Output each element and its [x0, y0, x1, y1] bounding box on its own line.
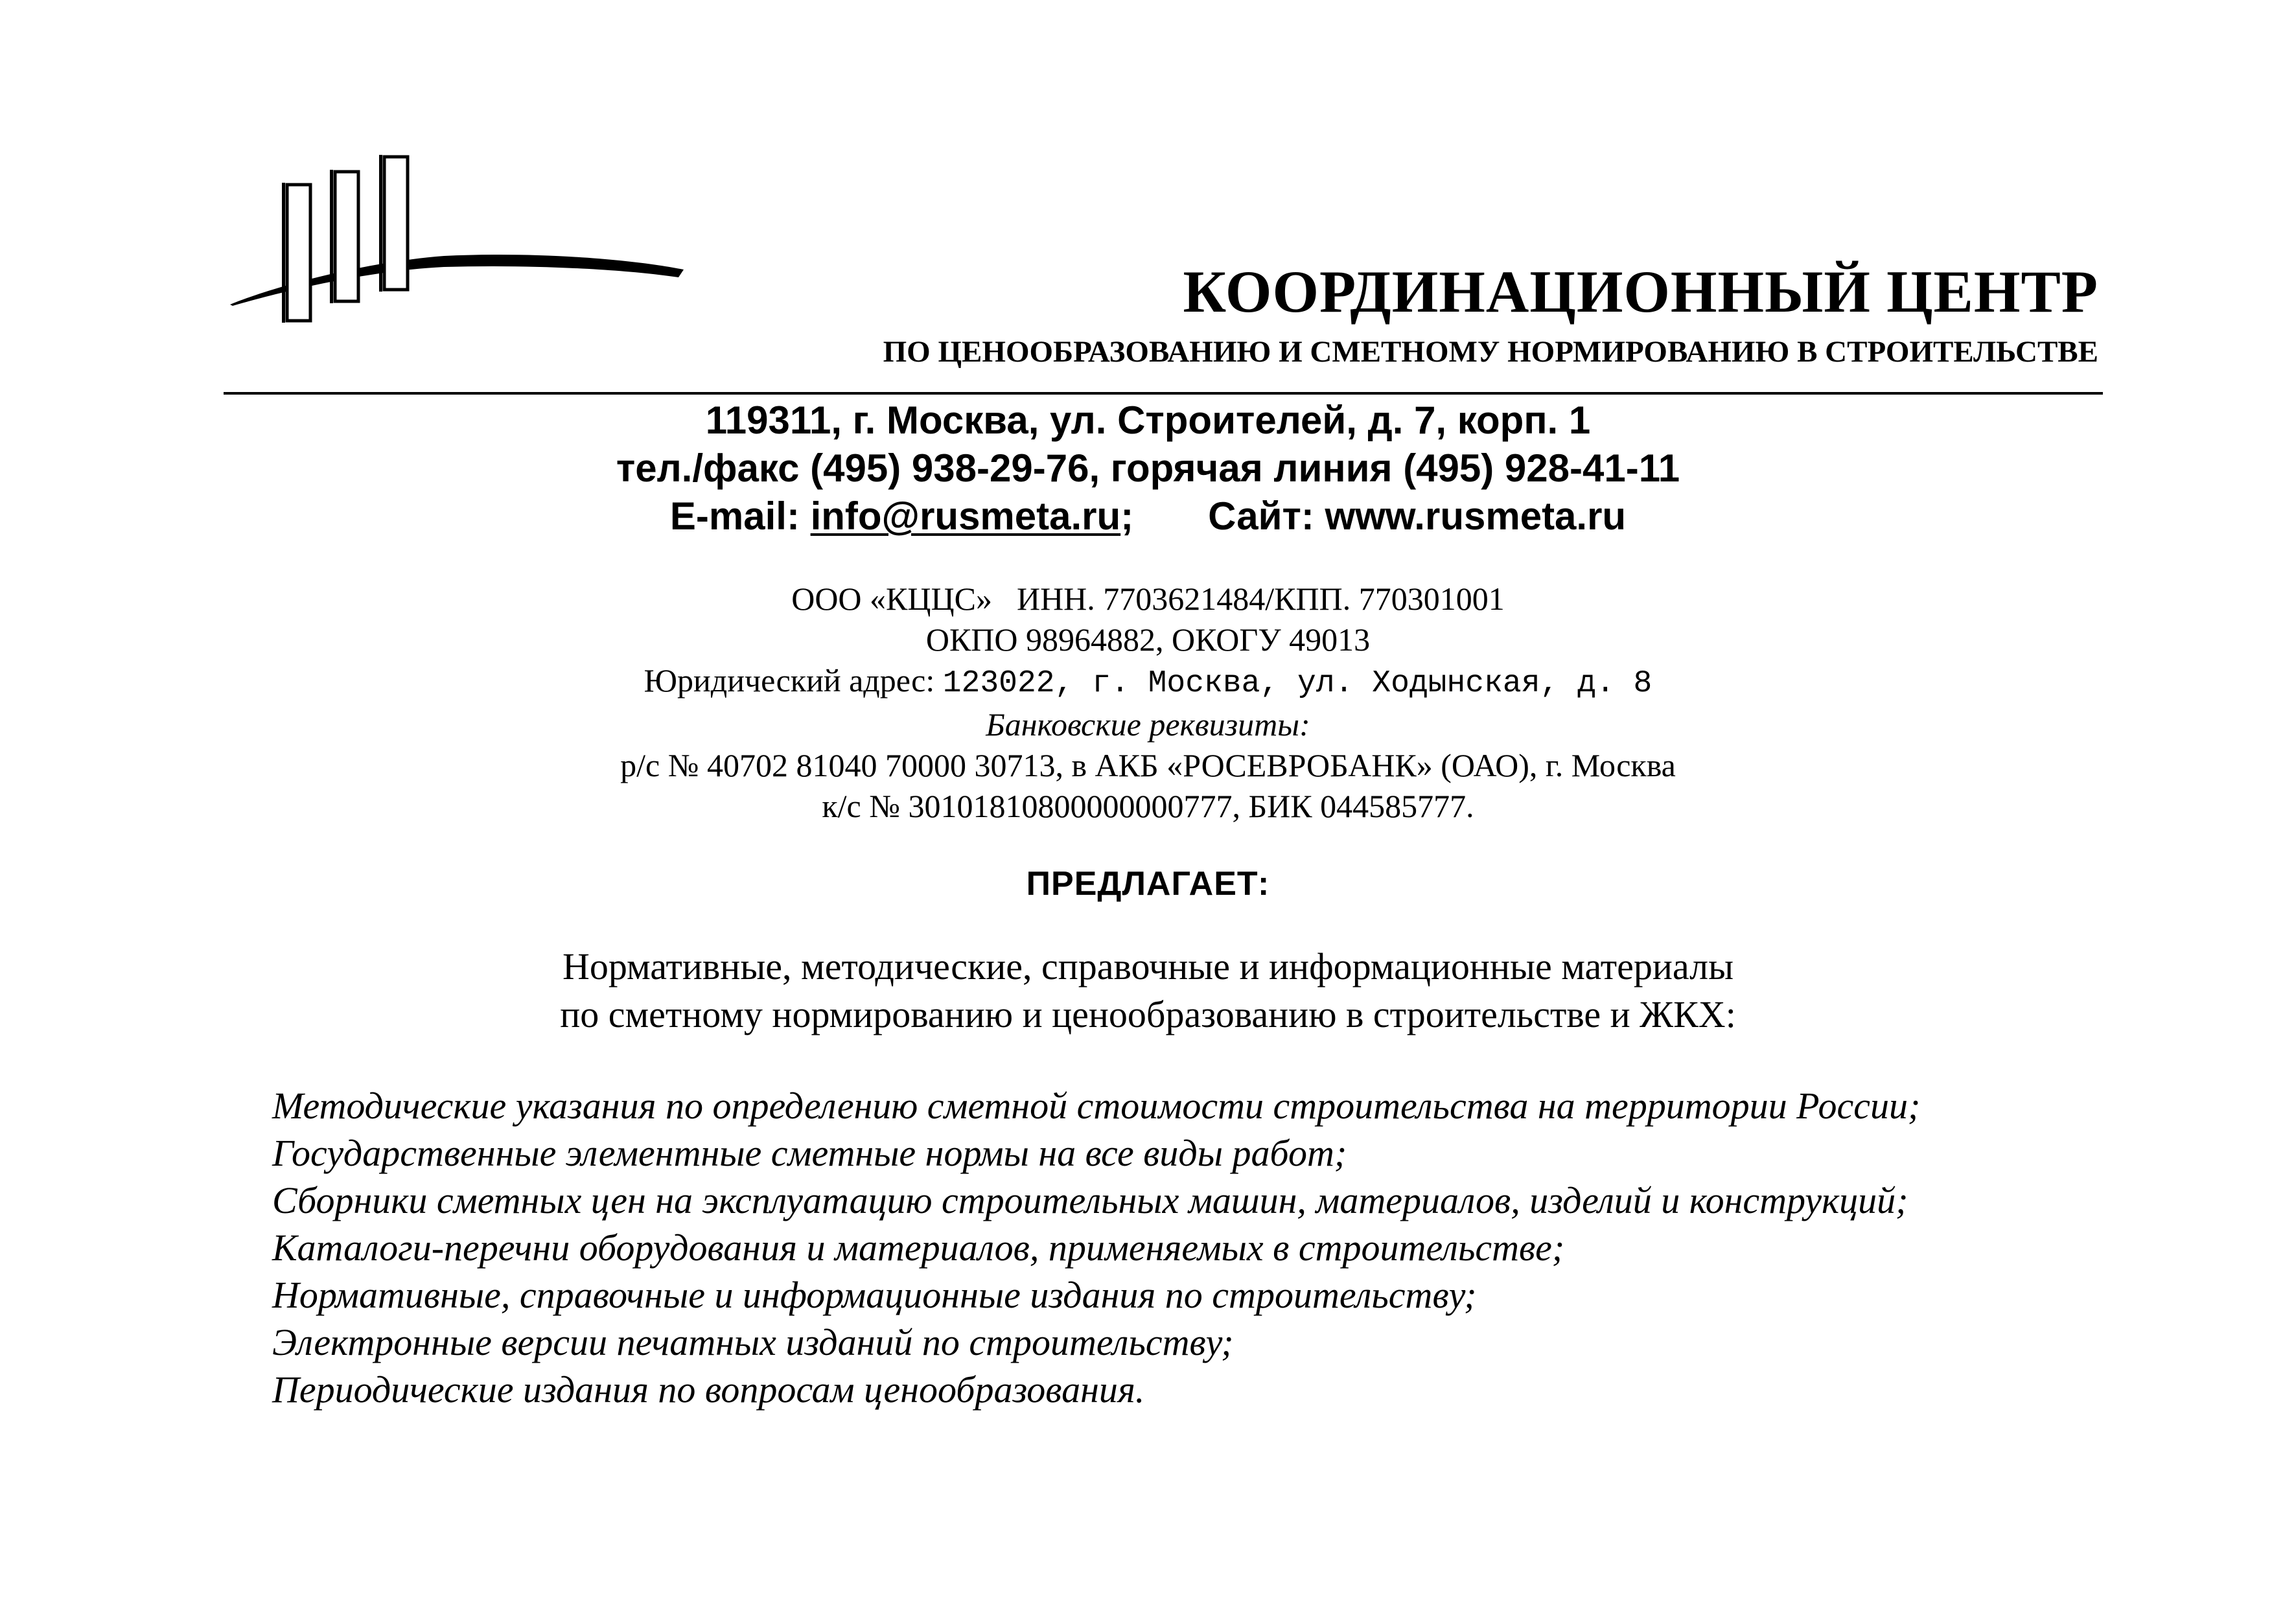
company-name: ООО «КЦЦС»	[791, 581, 992, 617]
offer-heading: ПРЕДЛАГАЕТ:	[1026, 865, 1270, 903]
registry-codes: ОКПО 98964882, ОКОГУ 49013	[925, 621, 1371, 658]
offer-intro-line: по сметному нормированию и ценообразованию в строительстве и ЖКХ:	[560, 993, 1736, 1035]
legal-address: 123022, г. Москва, ул. Ходынская, д. 8	[942, 666, 1652, 701]
organization-subtitle: ПО ЦЕНООБРАЗОВАНИЮ И СМЕТНОМУ НОРМИРОВАНИЮ В СТРОИТЕЛЬСТВЕ	[883, 335, 2098, 369]
list-item: Сборники сметных цен на эксплуатацию строительных машин, материалов, изделий и конструкций;	[272, 1179, 1908, 1221]
organization-logo-icon	[230, 149, 690, 337]
email-link[interactable]: info@rusmeta.ru	[810, 494, 1121, 538]
website: Сайт: www.rusmeta.ru	[1208, 494, 1627, 538]
company-line	[0, 579, 2296, 619]
inn-kpp: ИНН. 7703621484/КПП. 770301001	[1016, 581, 1505, 617]
postal-address: 119311, г. Москва, ул. Строителей, д. 7, корп. 1	[705, 398, 1591, 442]
legal-address-label: Юридический адрес:	[644, 662, 935, 698]
company-requisites	[0, 579, 2296, 827]
legal-address-line	[0, 660, 2296, 704]
offer-intro	[0, 943, 2296, 1039]
list-item: Государственные элементные сметные нормы на все виды работ;	[272, 1132, 1347, 1174]
list-item: Периодические издания по вопросам ценообразования.	[272, 1368, 1145, 1411]
email-label: E-mail:	[669, 494, 800, 538]
email-site-line	[0, 492, 2296, 540]
contact-block	[0, 397, 2296, 540]
correspondent-account: к/с № 30101810800000000777, БИК 044585777.	[822, 788, 1474, 824]
list-item: Каталоги-перечни оборудования и материалов, применяемых в строительстве;	[272, 1227, 1565, 1269]
offer-intro-line: Нормативные, методические, справочные и информационные материалы	[562, 945, 1734, 987]
phone-numbers: тел./факс (495) 938-29-76, горячая линия (495) 928-41-11	[616, 446, 1680, 490]
email-separator: ;	[1120, 494, 1134, 538]
list-item: Нормативные, справочные и информационные издания по строительству;	[272, 1274, 1477, 1316]
header-divider	[224, 392, 2103, 395]
list-item: Электронные версии печатных изданий по строительству;	[272, 1321, 1234, 1363]
settlement-account: р/с № 40702 81040 70000 30713, в АКБ «РОСЕВРОБАНК» (ОАО), г. Москва	[620, 747, 1676, 783]
bank-details-heading: Банковские реквизиты:	[986, 706, 1310, 743]
product-list	[272, 1082, 1920, 1413]
list-item: Методические указания по определению сметной стоимости строительства на территории России;	[272, 1085, 1921, 1127]
organization-title: КООРДИНАЦИОННЫЙ ЦЕНТР	[1183, 259, 2098, 325]
